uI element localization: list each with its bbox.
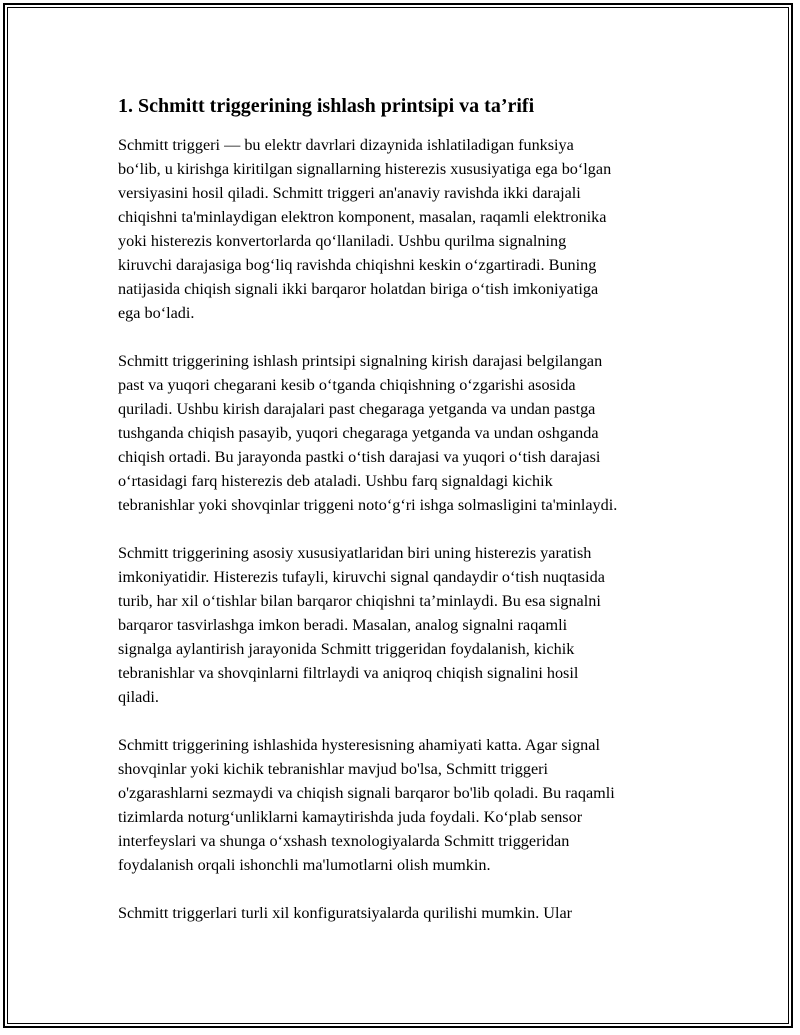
text-line: qiladi. — [118, 688, 159, 706]
text-line: turib, har xil o‘tishlar bilan barqaror chiqishni ta’minlaydi. Bu esa signalni — [118, 592, 601, 610]
text-line: bo‘lib, u kirishga kiritilgan signallarning histerezis xususiyatiga ega bo‘lgan — [118, 160, 612, 178]
text-line: Schmitt triggerining ishlashida hysteresisning ahamiyati katta. Agar signal — [118, 736, 600, 754]
paragraph-4 — [118, 733, 698, 877]
text-line: kiruvchi darajasiga bog‘liq ravishda chiqishni keskin o‘zgartiradi. Buning — [118, 256, 597, 274]
text-line: chiqishni ta'minlaydigan elektron komponent, masalan, raqamli elektronika — [118, 208, 607, 226]
section-heading: 1. Schmitt triggerining ishlash printsipi va ta’rifi — [118, 95, 535, 117]
text-line: Schmitt triggeri — bu elektr davrlari dizaynida ishlatiladigan funksiya — [118, 136, 574, 154]
text-line: o'zgarashlarni sezmaydi va chiqish signali barqaror bo'lib qoladi. Bu raqamli — [118, 784, 615, 802]
text-line: foydalanish orqali ishonchli ma'lumotlarni olish mumkin. — [118, 856, 491, 874]
text-line: Schmitt triggerining asosiy xususiyatlaridan biri uning histerezis yaratish — [118, 544, 592, 562]
text-line: versiyasini hosil qiladi. Schmitt triggeri an'anaviy ravishda ikki darajali — [118, 184, 581, 202]
text-line: Schmitt triggerlari turli xil konfiguratsiyalarda qurilishi mumkin. Ular — [118, 904, 573, 922]
text-line: tizimlarda noturg‘unliklarni kamaytirishda juda foydali. Ko‘plab sensor — [118, 808, 583, 826]
text-line: ega bo‘ladi. — [118, 304, 195, 322]
text-line: natijasida chiqish signali ikki barqaror holatdan biriga o‘tish imkoniyatiga — [118, 280, 599, 298]
text-line: imkoniyatidir. Histerezis tufayli, kiruvchi signal qandaydir o‘tish nuqtasida — [118, 568, 605, 586]
paragraph-1 — [118, 133, 698, 325]
text-line: chiqish ortadi. Bu jarayonda pastki o‘tish darajasi va yuqori o‘tish darajasi — [118, 448, 601, 466]
text-line: Schmitt triggerining ishlash printsipi signalning kirish darajasi belgilangan — [118, 352, 603, 370]
paragraph-3 — [118, 541, 698, 709]
paragraph-2 — [118, 349, 698, 517]
text-line: shovqinlar yoki kichik tebranishlar mavjud bo'lsa, Schmitt triggeri — [118, 760, 549, 778]
text-line: signalga aylantirish jarayonida Schmitt triggeridan foydalanish, kichik — [118, 640, 575, 658]
text-line: tebranishlar va shovqinlarni filtrlaydi va aniqroq chiqish signalini hosil — [118, 664, 579, 682]
text-line: past va yuqori chegarani kesib o‘tganda chiqishning o‘zgarishi asosida — [118, 376, 576, 394]
text-line: quriladi. Ushbu kirish darajalari past chegaraga yetganda va undan pastga — [118, 400, 596, 418]
document-body — [118, 92, 698, 949]
text-line: tushganda chiqish pasayib, yuqori chegaraga yetganda va undan oshganda — [118, 424, 599, 442]
text-line: yoki histerezis konvertorlarda qo‘llaniladi. Ushbu qurilma signalning — [118, 232, 567, 250]
text-line: o‘rtasidagi farq histerezis deb ataladi. Ushbu farq signaldagi kichik — [118, 472, 553, 490]
text-line: barqaror tasvirlashga imkon beradi. Masalan, analog signalni raqamli — [118, 616, 568, 634]
text-line: tebranishlar yoki shovqinlar triggeni noto‘g‘ri ishga solmasligini ta'minlaydi. — [118, 496, 618, 514]
paragraph-5 — [118, 901, 698, 925]
text-line: interfeyslari va shunga o‘xshash texnologiyalarda Schmitt triggeridan — [118, 832, 570, 850]
